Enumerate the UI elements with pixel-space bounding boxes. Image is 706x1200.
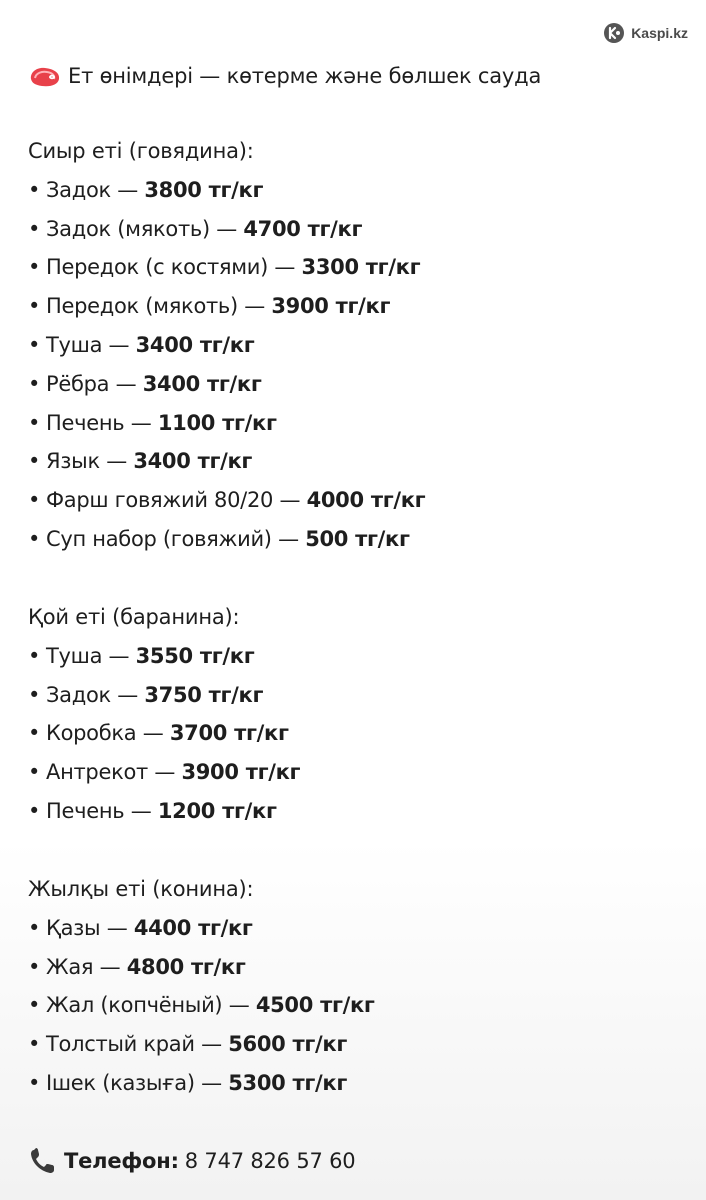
- list-item: [28, 753, 686, 792]
- item-name: Толстый край: [46, 1032, 195, 1057]
- list-item: [28, 248, 686, 287]
- dash: —: [115, 371, 137, 396]
- item-price: 3900 тг/кг: [181, 760, 301, 785]
- list-item: [28, 404, 686, 443]
- list-item: [28, 442, 686, 481]
- dash: —: [99, 954, 121, 979]
- dash: —: [154, 760, 176, 785]
- item-name: Антрекот: [46, 760, 148, 785]
- bullet: •: [28, 915, 41, 940]
- item-name: Язык: [46, 449, 100, 474]
- item-price: 1100 тг/кг: [157, 410, 277, 435]
- dash: —: [142, 721, 164, 746]
- item-name: Қазы: [46, 915, 101, 940]
- bullet: •: [28, 488, 41, 513]
- list-item: [28, 1025, 686, 1064]
- list-item: [28, 520, 686, 559]
- item-price: 3550 тг/кг: [135, 643, 255, 668]
- bullet: •: [28, 721, 41, 746]
- bullet: •: [28, 410, 41, 435]
- item-name: Задок: [46, 177, 111, 202]
- list-item: [28, 287, 686, 326]
- bullet: •: [28, 294, 41, 319]
- item-name: Передок (с костями): [46, 255, 269, 280]
- item-price: 3400 тг/кг: [142, 371, 262, 396]
- item-name: Жал (копчёный): [46, 993, 223, 1018]
- item-name: Туша: [46, 332, 103, 357]
- phone-number[interactable]: 8 747 826 57 60: [184, 1149, 356, 1173]
- dash: —: [130, 410, 152, 435]
- dash: —: [278, 526, 299, 551]
- bullet: •: [28, 1070, 41, 1095]
- item-name: Печень: [46, 798, 125, 823]
- kaspi-logo-icon: [603, 22, 625, 44]
- list-item: [28, 1064, 686, 1103]
- dash: —: [244, 294, 265, 319]
- list-item: [28, 481, 686, 520]
- item-name: Рёбра: [46, 371, 110, 396]
- list-item: [28, 210, 686, 249]
- dash: —: [274, 255, 296, 280]
- item-name: Коробка: [46, 721, 137, 746]
- telephone-icon: [28, 1146, 58, 1176]
- item-price: 4700 тг/кг: [243, 216, 363, 241]
- item-price: 5600 тг/кг: [228, 1032, 347, 1057]
- item-name: Жая: [46, 954, 94, 979]
- item-price: 3700 тг/кг: [169, 721, 289, 746]
- bullet: •: [28, 798, 41, 823]
- item-price: 3400 тг/кг: [133, 449, 253, 474]
- dash: —: [108, 332, 130, 357]
- section-title: Қой еті (баранина):: [28, 605, 240, 629]
- dash: —: [216, 216, 237, 241]
- page-title-text: Ет өнімдері — көтерме және бөлшек сауда: [68, 64, 542, 88]
- dash: —: [279, 488, 301, 513]
- dash: —: [108, 643, 130, 668]
- page-title: [28, 58, 686, 94]
- section-1: [28, 132, 686, 559]
- bullet: •: [28, 177, 41, 202]
- list-item: [28, 792, 686, 831]
- item-price: 3750 тг/кг: [144, 682, 264, 707]
- dash: —: [201, 1032, 222, 1057]
- dash: —: [130, 798, 152, 823]
- bullet: •: [28, 1032, 41, 1057]
- item-name: Фарш говяжий 80/20: [46, 488, 274, 513]
- section-title: Сиыр еті (говядина):: [28, 139, 254, 163]
- dash: —: [106, 449, 127, 474]
- bullet: •: [28, 643, 41, 668]
- list-item: [28, 986, 686, 1025]
- list-item: [28, 948, 686, 987]
- dash: —: [117, 682, 138, 707]
- dash: —: [106, 915, 128, 940]
- bullet: •: [28, 760, 41, 785]
- item-name: Туша: [46, 643, 103, 668]
- bullet: •: [28, 682, 41, 707]
- list-item: [28, 365, 686, 404]
- bullet: •: [28, 526, 41, 551]
- phone-contact: [28, 1142, 355, 1180]
- item-name: Ішек (казыға): [46, 1070, 195, 1095]
- section-2: [28, 598, 686, 831]
- item-price: 3900 тг/кг: [271, 294, 391, 319]
- bullet: •: [28, 371, 41, 396]
- item-name: Печень: [46, 410, 125, 435]
- section-title: Жылқы еті (конина):: [28, 877, 254, 901]
- item-name: Задок (мякоть): [46, 216, 210, 241]
- list-item: [28, 909, 686, 948]
- list-item: [28, 676, 686, 715]
- kaspi-watermark: [603, 22, 688, 44]
- item-name: Суп набор (говяжий): [46, 526, 272, 551]
- item-name: Передок (мякоть): [46, 294, 238, 319]
- section-3: [28, 870, 686, 1103]
- price-list: [28, 58, 686, 1173]
- dash: —: [228, 993, 250, 1018]
- bullet: •: [28, 954, 41, 979]
- item-price: 4400 тг/кг: [133, 915, 253, 940]
- bullet: •: [28, 449, 41, 474]
- item-price: 1200 тг/кг: [157, 798, 277, 823]
- item-price: 3400 тг/кг: [135, 332, 255, 357]
- list-item: [28, 326, 686, 365]
- item-price: 3800 тг/кг: [144, 177, 264, 202]
- dash: —: [201, 1070, 222, 1095]
- bullet: •: [28, 255, 41, 280]
- dash: —: [117, 177, 138, 202]
- bullet: •: [28, 216, 41, 241]
- meat-emoji-icon: [28, 63, 62, 89]
- item-price: 4500 тг/кг: [255, 993, 375, 1018]
- item-price: 4800 тг/кг: [126, 954, 246, 979]
- list-item: [28, 637, 686, 676]
- item-name: Задок: [46, 682, 111, 707]
- item-price: 4000 тг/кг: [306, 488, 426, 513]
- bullet: •: [28, 993, 41, 1018]
- item-price: 5300 тг/кг: [228, 1070, 348, 1095]
- bullet: •: [28, 332, 41, 357]
- watermark-text: Kaspi.kz: [631, 25, 688, 41]
- item-price: 500 тг/кг: [305, 526, 410, 551]
- list-item: [28, 171, 686, 210]
- item-price: 3300 тг/кг: [301, 255, 421, 280]
- phone-label: Телефон:: [64, 1149, 179, 1173]
- list-item: [28, 714, 686, 753]
